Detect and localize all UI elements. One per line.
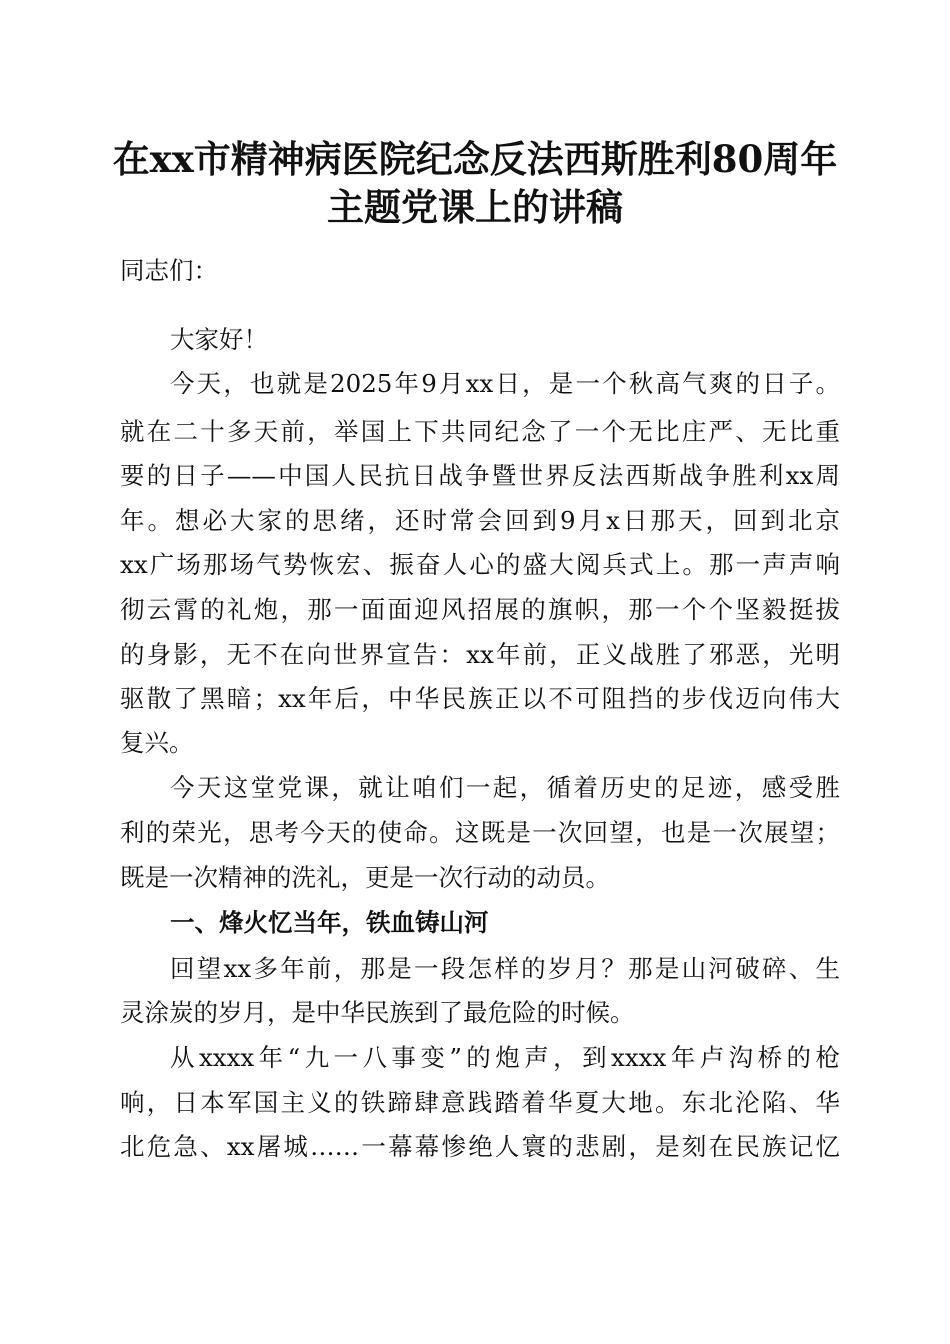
paragraph-2-line-2: 利的荣光，思考今天的使命。这既是一次回望，也是一次展望； xyxy=(120,818,840,847)
salutation: 同志们： xyxy=(120,256,218,285)
paragraph-4-line-3: 北危急、xx屠城……一幕幕惨绝人寰的悲剧，是刻在民族记忆 xyxy=(120,1132,840,1161)
paragraph-1-line-6: 彻云霄的礼炮，那一面面迎风招展的旗帜，那一个个坚毅挺拔 xyxy=(120,595,840,624)
document-title-line-2: 主题党课上的讲稿 xyxy=(327,185,623,229)
document-title-line-1: 在xx市精神病医院纪念反法西斯胜利80周年 xyxy=(112,137,838,181)
paragraph-4-line-2: 响，日本军国主义的铁蹄肆意践踏着华夏大地。东北沦陷、华 xyxy=(120,1088,840,1117)
paragraph-1-line-2: 就在二十多天前，举国上下共同纪念了一个无比庄严、无比重 xyxy=(120,417,840,446)
section-1-heading: 一、烽火忆当年，铁血铸山河 xyxy=(170,908,489,937)
paragraph-2-line-3: 既是一次精神的洗礼，更是一次行动的动员。 xyxy=(120,863,610,892)
paragraph-1-line-1: 今天，也就是2025年9月xx日，是一个秋高气爽的日子。 xyxy=(170,369,840,398)
paragraph-1-line-9: 复兴。 xyxy=(120,728,194,757)
paragraph-3-line-1: 回望xx多年前，那是一段怎样的岁月？那是山河破碎、生 xyxy=(170,954,840,983)
paragraph-4-line-1: 从xxxx年“九一八事变”的炮声，到xxxx年卢沟桥的枪 xyxy=(170,1043,840,1072)
paragraph-1-line-7: 的身影，无不在向世界宣告：xx年前，正义战胜了邪恶，光明 xyxy=(120,640,840,669)
paragraph-1-line-8: 驱散了黑暗；xx年后，中华民族正以不可阻挡的步伐迈向伟大 xyxy=(120,684,840,713)
paragraph-2-line-1: 今天这堂党课，就让咱们一起，循着历史的足迹，感受胜 xyxy=(170,773,840,802)
paragraph-1-line-4: 年。想必大家的思绪，还时常会回到9月x日那天，回到北京 xyxy=(120,506,840,535)
paragraph-1-line-3: 要的日子——中国人民抗日战争暨世界反法西斯战争胜利xx周 xyxy=(120,461,840,490)
paragraph-1-line-5: xx广场那场气势恢宏、振奋人心的盛大阅兵式上。那一声声响 xyxy=(120,550,840,579)
greeting: 大家好！ xyxy=(170,325,268,354)
paragraph-3-line-2: 灵涂炭的岁月，是中华民族到了最危险的时候。 xyxy=(120,998,635,1027)
